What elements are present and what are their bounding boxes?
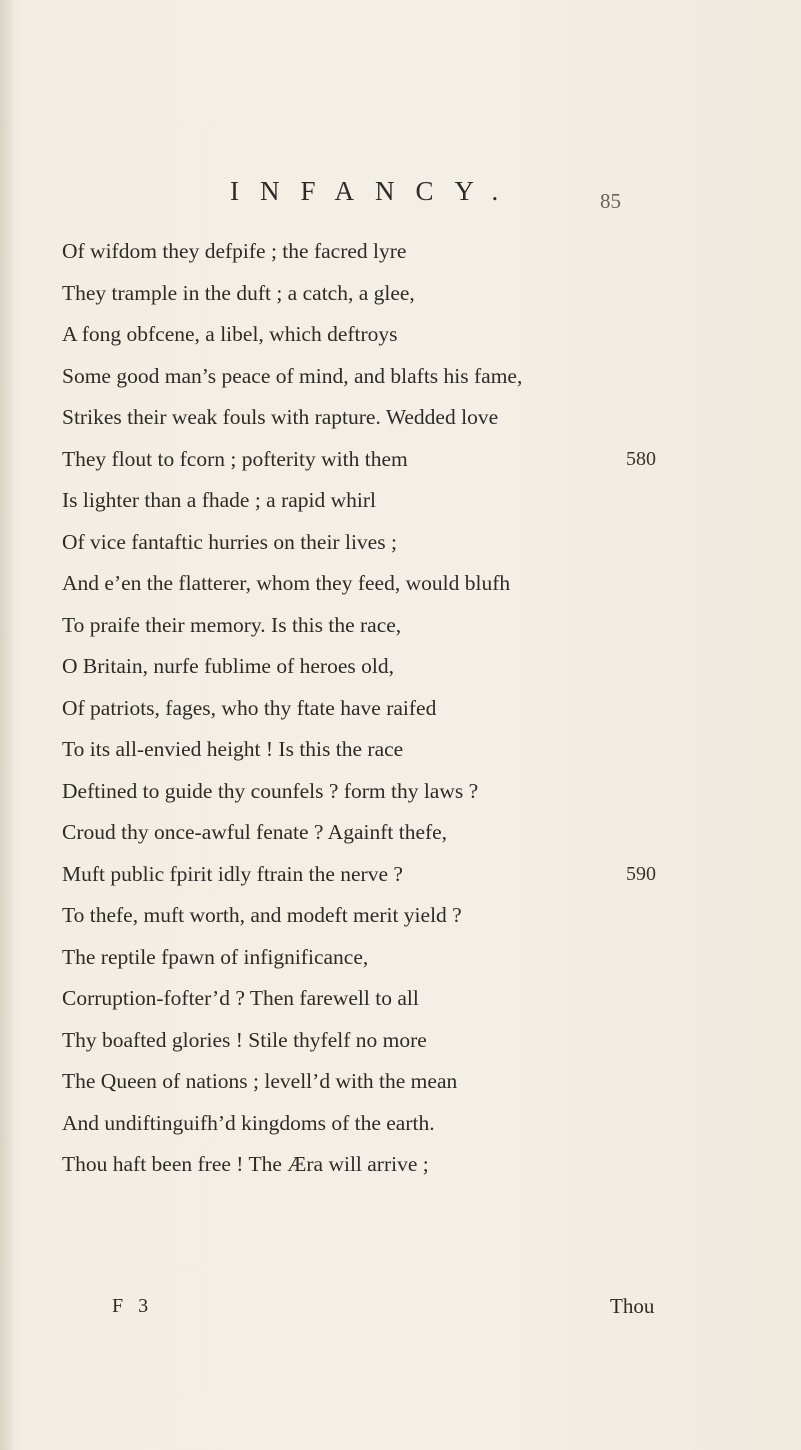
verse-line-text: To thefe, muft worth, and modeft merit yield ? (62, 903, 462, 927)
verse-line-text: Some good man’s peace of mind, and blafts his fame, (62, 363, 523, 388)
verse-line-text: Of vice fantaftic hurries on their lives ; (62, 529, 397, 554)
verse-line-text: And undiftinguifh’d kingdoms of the earth. (62, 1110, 435, 1135)
running-head (230, 174, 630, 208)
verse-line-text: Is lighter than a fhade ; a rapid whirl (62, 488, 377, 512)
verse-line-text: Croud thy once-awful fenate ? Againft thefe, (62, 820, 448, 844)
verse-line (62, 439, 662, 481)
verse-line (62, 688, 662, 730)
verse-line (62, 397, 662, 439)
page-footer (62, 1291, 722, 1321)
page-number: 85 (600, 189, 621, 213)
verse-line-text: O Britain, nurfe fublime of heroes old, (62, 654, 394, 678)
spine-shadow (0, 0, 14, 1450)
line-number: 590 (626, 862, 656, 885)
verse-line-text: Corruption-fofter’d ? Then farewell to all (62, 986, 419, 1010)
verse-line-text: Muft public fpirit idly ftrain the nerve ? (62, 861, 403, 886)
verse-line-text: Of patriots, fages, who thy ftate have raifed (62, 695, 437, 720)
verse-line (62, 522, 662, 564)
verse-line (62, 812, 662, 854)
verse-line-text: Deftined to guide thy counfels ? form thy laws ? (62, 778, 479, 803)
verse-line-text: Strikes their weak fouls with rapture. Wedded love (62, 405, 499, 429)
verse-line (62, 978, 662, 1020)
verse-line (62, 273, 662, 315)
signature-mark: F 3 (112, 1295, 154, 1317)
verse-line (62, 1061, 662, 1103)
verse-line (62, 729, 662, 771)
verse-line-text: To praife their memory. Is this the race, (62, 612, 402, 637)
verse-line-text: Of wifdom they defpife ; the facred lyre (62, 239, 407, 263)
verse-line-text: They flout to fcorn ; pofterity with them (62, 446, 408, 471)
verse-line-text: They trample in the duft ; a catch, a glee, (62, 280, 415, 305)
verse-line-text: The Queen of nations ; levell’d with the mean (62, 1069, 458, 1093)
verse-line (62, 937, 662, 979)
running-title: INFANCY. (230, 176, 520, 206)
verse-line-text: Thy boafted glories ! Stile thyfelf no more (62, 1027, 427, 1052)
verse-line (62, 646, 662, 688)
verse-line-text: And e’en the flatterer, whom they feed, would blufh (62, 571, 511, 595)
verse-line (62, 1144, 662, 1186)
verse-line (62, 771, 662, 813)
verse-line (62, 356, 662, 398)
verse-block (62, 231, 662, 1186)
verse-line (62, 314, 662, 356)
verse-line-text: A fong obfcene, a libel, which deftroys (62, 322, 398, 346)
verse-line (62, 1020, 662, 1062)
verse-line-text: The reptile fpawn of infignificance, (62, 944, 369, 969)
verse-line (62, 480, 662, 522)
verse-line (62, 563, 662, 605)
verse-line-text: To its all-envied height ! Is this the race (62, 737, 404, 761)
verse-line (62, 605, 662, 647)
verse-line (62, 895, 662, 937)
verse-line (62, 231, 662, 273)
verse-line-text: Thou haft been free ! The Æra will arrive ; (62, 1152, 429, 1176)
line-number: 580 (626, 447, 656, 470)
catchword: Thou (610, 1294, 655, 1318)
verse-line (62, 854, 662, 896)
verse-line (62, 1103, 662, 1145)
